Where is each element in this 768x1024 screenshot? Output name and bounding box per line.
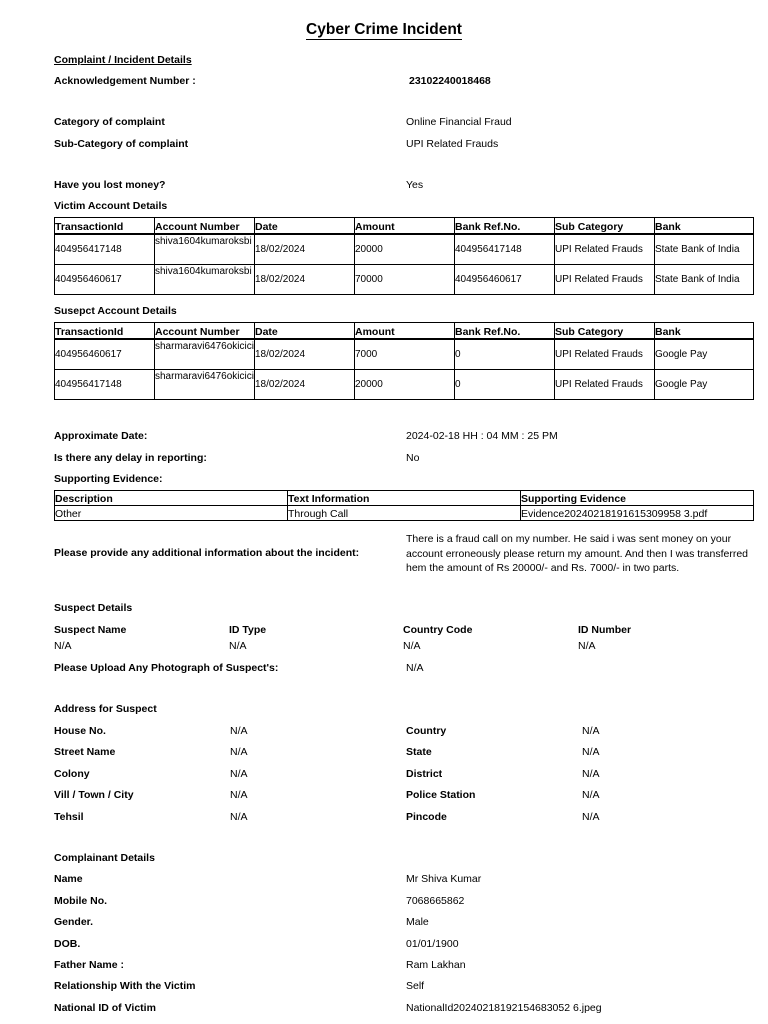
- relationship-label: Relationship With the Victim: [54, 980, 196, 992]
- table-cell: sharmaravi6476okicici: [155, 339, 255, 370]
- table-row: [55, 234, 754, 265]
- father-name-value: Ram Lakhan: [406, 959, 466, 971]
- approximate-date-label: Approximate Date:: [54, 430, 148, 442]
- table-cell: shiva1604kumaroksbi: [155, 234, 255, 265]
- relationship-value: Self: [406, 980, 425, 992]
- mobile-label: Mobile No.: [54, 895, 108, 907]
- column-header: TransactionId: [55, 218, 155, 235]
- table-cell: 404956460617: [55, 339, 155, 370]
- pincode-label: Pincode: [406, 811, 447, 823]
- victim-accounts-table: [54, 217, 754, 295]
- colony-label: Colony: [54, 768, 90, 780]
- table-cell: 18/02/2024: [255, 265, 355, 295]
- table-header-row: [55, 218, 754, 235]
- table-cell: UPI Related Frauds: [555, 339, 655, 370]
- table-cell: UPI Related Frauds: [555, 370, 655, 400]
- additional-info-label: Please provide any additional information about the incident:: [54, 547, 360, 559]
- id-number-value: N/A: [578, 640, 596, 652]
- table-cell: shiva1604kumaroksbi: [155, 265, 255, 295]
- village-town-city-value: N/A: [230, 789, 248, 801]
- column-header: Sub Category: [555, 218, 655, 235]
- table-cell: State Bank of India: [655, 265, 754, 295]
- colony-value: N/A: [230, 768, 248, 780]
- ack-value: 23102240018468: [409, 75, 491, 87]
- section-suspect-accounts-heading: Susepct Account Details: [54, 305, 177, 317]
- country-code-header: Country Code: [403, 624, 473, 636]
- table-cell: sharmaravi6476okicici: [155, 370, 255, 400]
- table-cell: 18/02/2024: [255, 234, 355, 265]
- document-title: Cyber Crime Incident: [306, 21, 462, 38]
- table-cell: 404956417148: [55, 234, 155, 265]
- complainant-name-value: Mr Shiva Kumar: [406, 873, 482, 885]
- section-complainant-heading: Complainant Details: [54, 852, 155, 864]
- section-complaint-heading: Complaint / Incident Details: [54, 54, 192, 66]
- table-row: [55, 265, 754, 295]
- pincode-value: N/A: [582, 811, 600, 823]
- table-cell: UPI Related Frauds: [555, 265, 655, 295]
- lost-money-label: Have you lost money?: [54, 179, 166, 191]
- table-cell: 0: [455, 339, 555, 370]
- approximate-date-value: 2024-02-18 HH : 04 MM : 25 PM: [406, 430, 558, 442]
- column-header: Bank: [655, 323, 754, 340]
- table-row: [55, 370, 754, 400]
- id-number-header: ID Number: [578, 624, 632, 636]
- id-type-value: N/A: [229, 640, 247, 652]
- suspect-name-value: N/A: [54, 640, 72, 652]
- table-cell: 18/02/2024: [255, 370, 355, 400]
- house-no-label: House No.: [54, 725, 106, 737]
- table-cell: State Bank of India: [655, 234, 754, 265]
- table-cell: Through Call: [288, 506, 521, 521]
- ack-label: Acknowledgement Number :: [54, 75, 196, 87]
- table-row: [55, 339, 754, 370]
- lost-money-value: Yes: [406, 179, 424, 191]
- delay-label: Is there any delay in reporting:: [54, 452, 207, 464]
- mobile-value: 7068665862: [406, 895, 465, 907]
- table-cell: 404956417148: [455, 234, 555, 265]
- table-header-row: [55, 323, 754, 340]
- country-label: Country: [406, 725, 447, 737]
- category-label: Category of complaint: [54, 116, 165, 128]
- tehsil-label: Tehsil: [54, 811, 84, 823]
- state-label: State: [406, 746, 432, 758]
- street-name-label: Street Name: [54, 746, 116, 758]
- supporting-evidence-table: [54, 490, 754, 521]
- father-name-label: Father Name :: [54, 959, 125, 971]
- country-code-value: N/A: [403, 640, 421, 652]
- column-header: Bank Ref.No.: [455, 218, 555, 235]
- section-suspect-details-heading: Suspect Details: [54, 602, 133, 614]
- column-header: Date: [255, 323, 355, 340]
- table-cell: 20000: [355, 370, 455, 400]
- column-header: Text Information: [288, 491, 521, 506]
- table-cell: 404956460617: [55, 265, 155, 295]
- additional-info-text: There is a fraud call on my number. He said i was sent money on your account erroneously please return my amount. And then I was transferred hem the amount of Rs 20000/- and Rs. 7000/- in two parts.: [406, 533, 749, 574]
- police-station-value: N/A: [582, 789, 600, 801]
- column-header: Account Number: [155, 323, 255, 340]
- state-value: N/A: [582, 746, 600, 758]
- gender-label: Gender.: [54, 916, 94, 928]
- suspect-accounts-table: [54, 322, 754, 400]
- column-header: Date: [255, 218, 355, 235]
- national-id-value: NationalId20240218192154683052 6.jpeg: [406, 1002, 602, 1014]
- dob-value: 01/01/1900: [406, 938, 459, 950]
- column-header: Amount: [355, 323, 455, 340]
- subcategory-value: UPI Related Frauds: [406, 138, 499, 150]
- district-value: N/A: [582, 768, 600, 780]
- table-row: [55, 506, 754, 521]
- subcategory-label: Sub-Category of complaint: [54, 138, 189, 150]
- street-name-value: N/A: [230, 746, 248, 758]
- table-cell: 0: [455, 370, 555, 400]
- column-header: TransactionId: [55, 323, 155, 340]
- suspect-name-header: Suspect Name: [54, 624, 127, 636]
- category-value: Online Financial Fraud: [406, 116, 512, 128]
- column-header: Account Number: [155, 218, 255, 235]
- section-victim-accounts-heading: Victim Account Details: [54, 200, 168, 212]
- tehsil-value: N/A: [230, 811, 248, 823]
- table-cell: 404956417148: [55, 370, 155, 400]
- table-cell: Google Pay: [655, 370, 754, 400]
- id-type-header: ID Type: [229, 624, 267, 636]
- section-suspect-address-heading: Address for Suspect: [54, 703, 157, 715]
- table-cell: 404956460617: [455, 265, 555, 295]
- suspect-photo-value: N/A: [406, 662, 424, 674]
- table-cell: 70000: [355, 265, 455, 295]
- district-label: District: [406, 768, 443, 780]
- column-header: Description: [55, 491, 288, 506]
- evidence-file-cell: Evidence20240218191615309958 3.pdf: [521, 506, 754, 521]
- complainant-name-label: Name: [54, 873, 83, 885]
- village-town-city-label: Vill / Town / City: [54, 789, 134, 801]
- table-cell: 7000: [355, 339, 455, 370]
- dob-label: DOB.: [54, 938, 81, 950]
- column-header: Supporting Evidence: [521, 491, 754, 506]
- table-header-row: [55, 491, 754, 506]
- table-cell: 18/02/2024: [255, 339, 355, 370]
- column-header: Bank: [655, 218, 754, 235]
- column-header: Bank Ref.No.: [455, 323, 555, 340]
- column-header: Amount: [355, 218, 455, 235]
- column-header: Sub Category: [555, 323, 655, 340]
- table-cell: 20000: [355, 234, 455, 265]
- table-cell: Google Pay: [655, 339, 754, 370]
- country-value: N/A: [582, 725, 600, 737]
- section-supporting-evidence-heading: Supporting Evidence:: [54, 473, 163, 485]
- suspect-photo-label: Please Upload Any Photograph of Suspect's:: [54, 662, 279, 674]
- gender-value: Male: [406, 916, 429, 928]
- table-cell: Other: [55, 506, 288, 521]
- national-id-label: National ID of Victim: [54, 1002, 156, 1014]
- table-cell: UPI Related Frauds: [555, 234, 655, 265]
- police-station-label: Police Station: [406, 789, 476, 801]
- house-no-value: N/A: [230, 725, 248, 737]
- delay-value: No: [406, 452, 420, 464]
